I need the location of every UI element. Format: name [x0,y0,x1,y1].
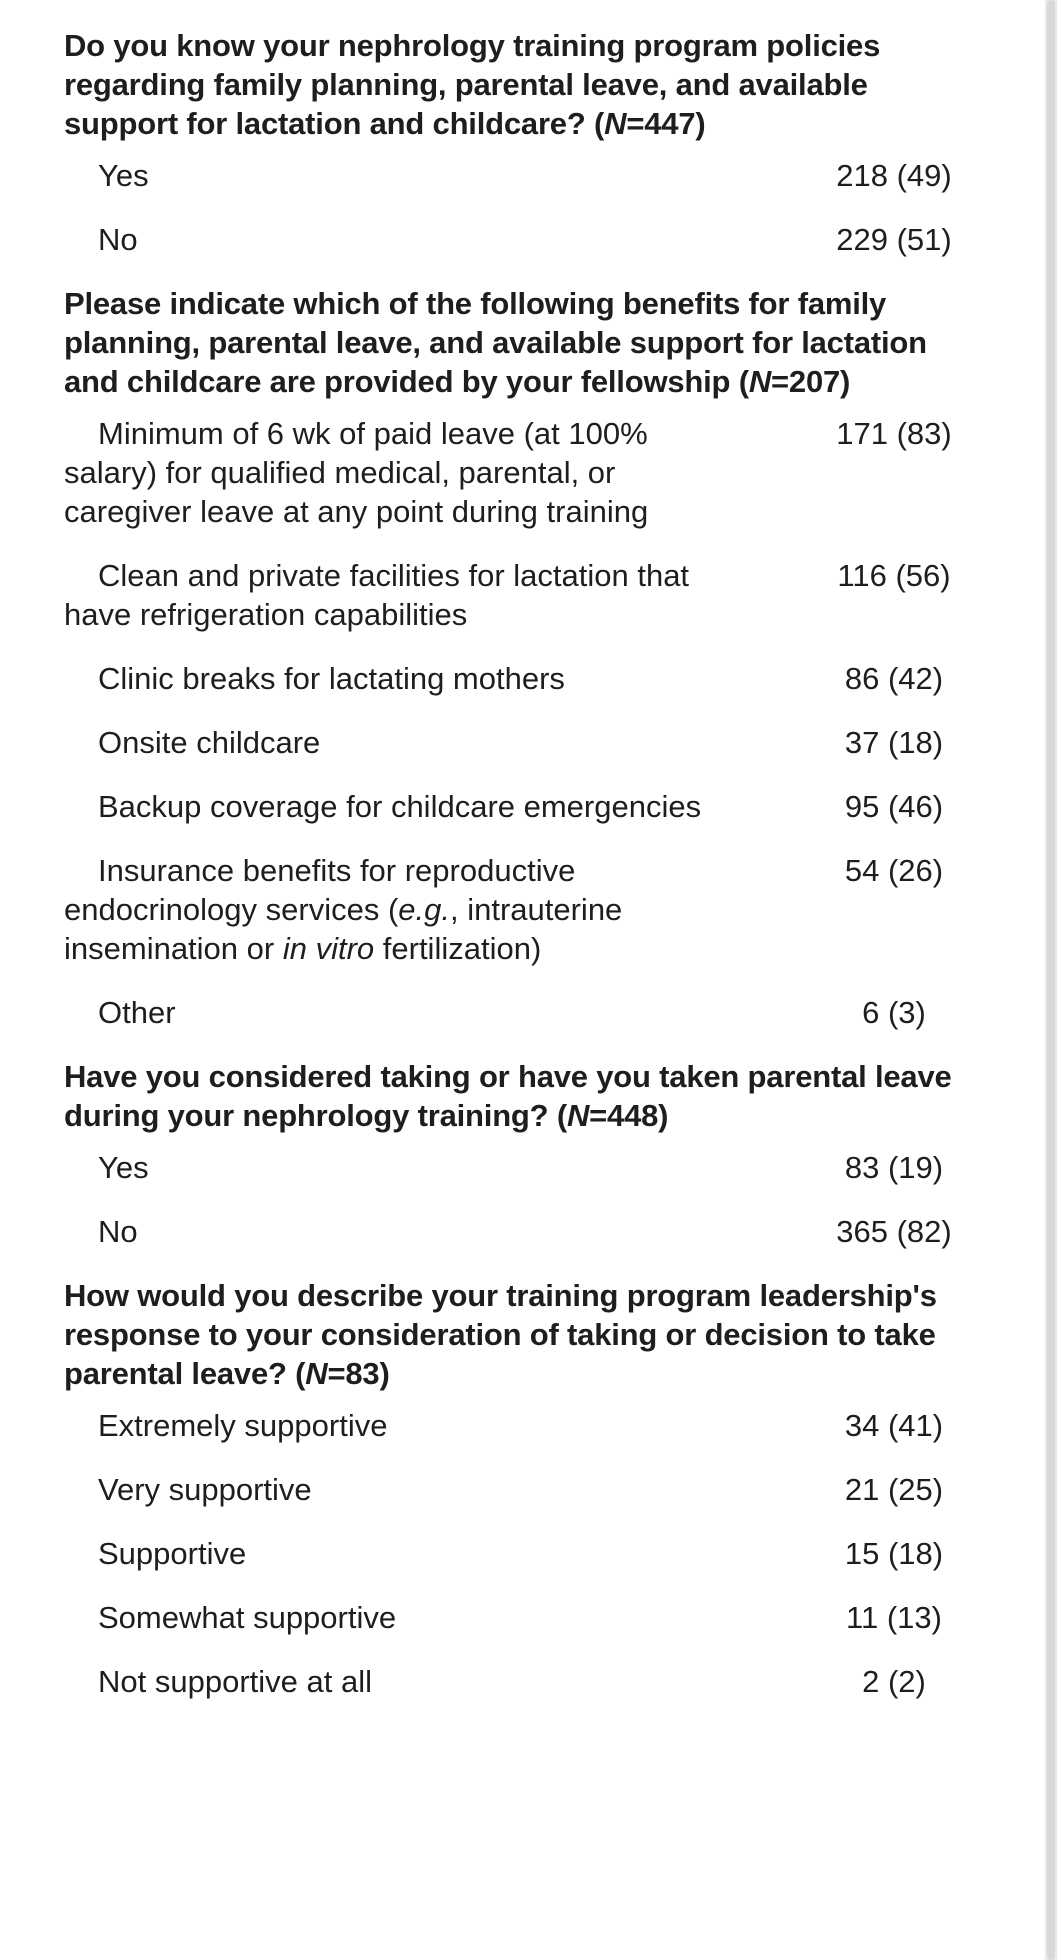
row-label: Extremely supportive [98,1408,388,1443]
row-label: Minimum of 6 wk of paid leave (at 100% salary) for qualified medical, parental, or caregiver leave at any point during training [64,416,649,529]
table-row [64,1662,964,1701]
row-value: 95 (46) [844,789,944,824]
row-value: 21 (25) [844,1472,944,1507]
section-fellowship-benefits [64,284,964,1032]
scrollbar[interactable] [1045,0,1057,1960]
row-value: 83 (19) [844,1150,944,1185]
row-value: 171 (83) [836,416,952,451]
row-value: 218 (49) [836,158,952,193]
row-label: Yes [98,158,149,193]
row-label: Other [98,995,176,1030]
row-value: 37 (18) [844,725,944,760]
row-label: Onsite childcare [98,725,321,760]
row-value: 365 (82) [836,1214,952,1249]
table-row [64,993,964,1032]
table-row [64,787,964,826]
row-label: Very supportive [98,1472,312,1507]
section-policy-knowledge [64,26,964,259]
table-row [64,1148,964,1187]
section-leadership-response [64,1276,964,1701]
scrollbar-thumb[interactable] [1047,0,1055,1960]
section-parental-leave-considered [64,1057,964,1251]
table-row [64,556,964,634]
table-row [64,220,964,259]
row-value: 116 (56) [837,558,951,593]
row-value: 54 (26) [844,853,944,888]
row-label: Supportive [98,1536,247,1571]
row-label: Yes [98,1150,149,1185]
row-value: 15 (18) [844,1536,944,1571]
table-row [64,1406,964,1445]
row-value: 229 (51) [836,222,952,257]
table-row [64,723,964,762]
question-heading: Please indicate which of the following benefits for family planning, parental leave, and available support for lactation and childcare are provided by your fellowship (N=207) [64,286,927,399]
row-label: Backup coverage for childcare emergencies [98,789,702,824]
row-label: No [98,1214,138,1249]
table-row [64,1212,964,1251]
row-value: 11 (13) [846,1600,942,1635]
row-label: Somewhat supportive [98,1600,397,1635]
row-value: 2 (2) [862,1664,926,1699]
table-row [64,1598,964,1637]
row-value: 6 (3) [862,995,926,1030]
table-row [64,1534,964,1573]
row-label: No [98,222,138,257]
row-label: Not supportive at all [98,1664,372,1699]
question-heading: How would you describe your training program leadership's response to your consideration of taking or decision to take parental leave? (N=83) [64,1278,937,1391]
survey-results-table [64,26,964,1726]
row-value: 34 (41) [844,1408,944,1443]
table-row [64,659,964,698]
table-row [64,851,964,968]
row-label: Clean and private facilities for lactation that have refrigeration capabilities [64,558,690,632]
row-label: Insurance benefits for reproductive endocrinology services (e.g., intrauterine insemination or in vitro fertilization) [64,853,623,966]
question-heading: Do you know your nephrology training program policies regarding family planning, parental leave, and available support for lactation and childcare? (N=447) [64,28,881,141]
table-row [64,156,964,195]
question-heading: Have you considered taking or have you taken parental leave during your nephrology training? (N=448) [64,1059,952,1133]
table-row [64,1470,964,1509]
row-value: 86 (42) [844,661,944,696]
table-row [64,414,964,531]
row-label: Clinic breaks for lactating mothers [98,661,565,696]
